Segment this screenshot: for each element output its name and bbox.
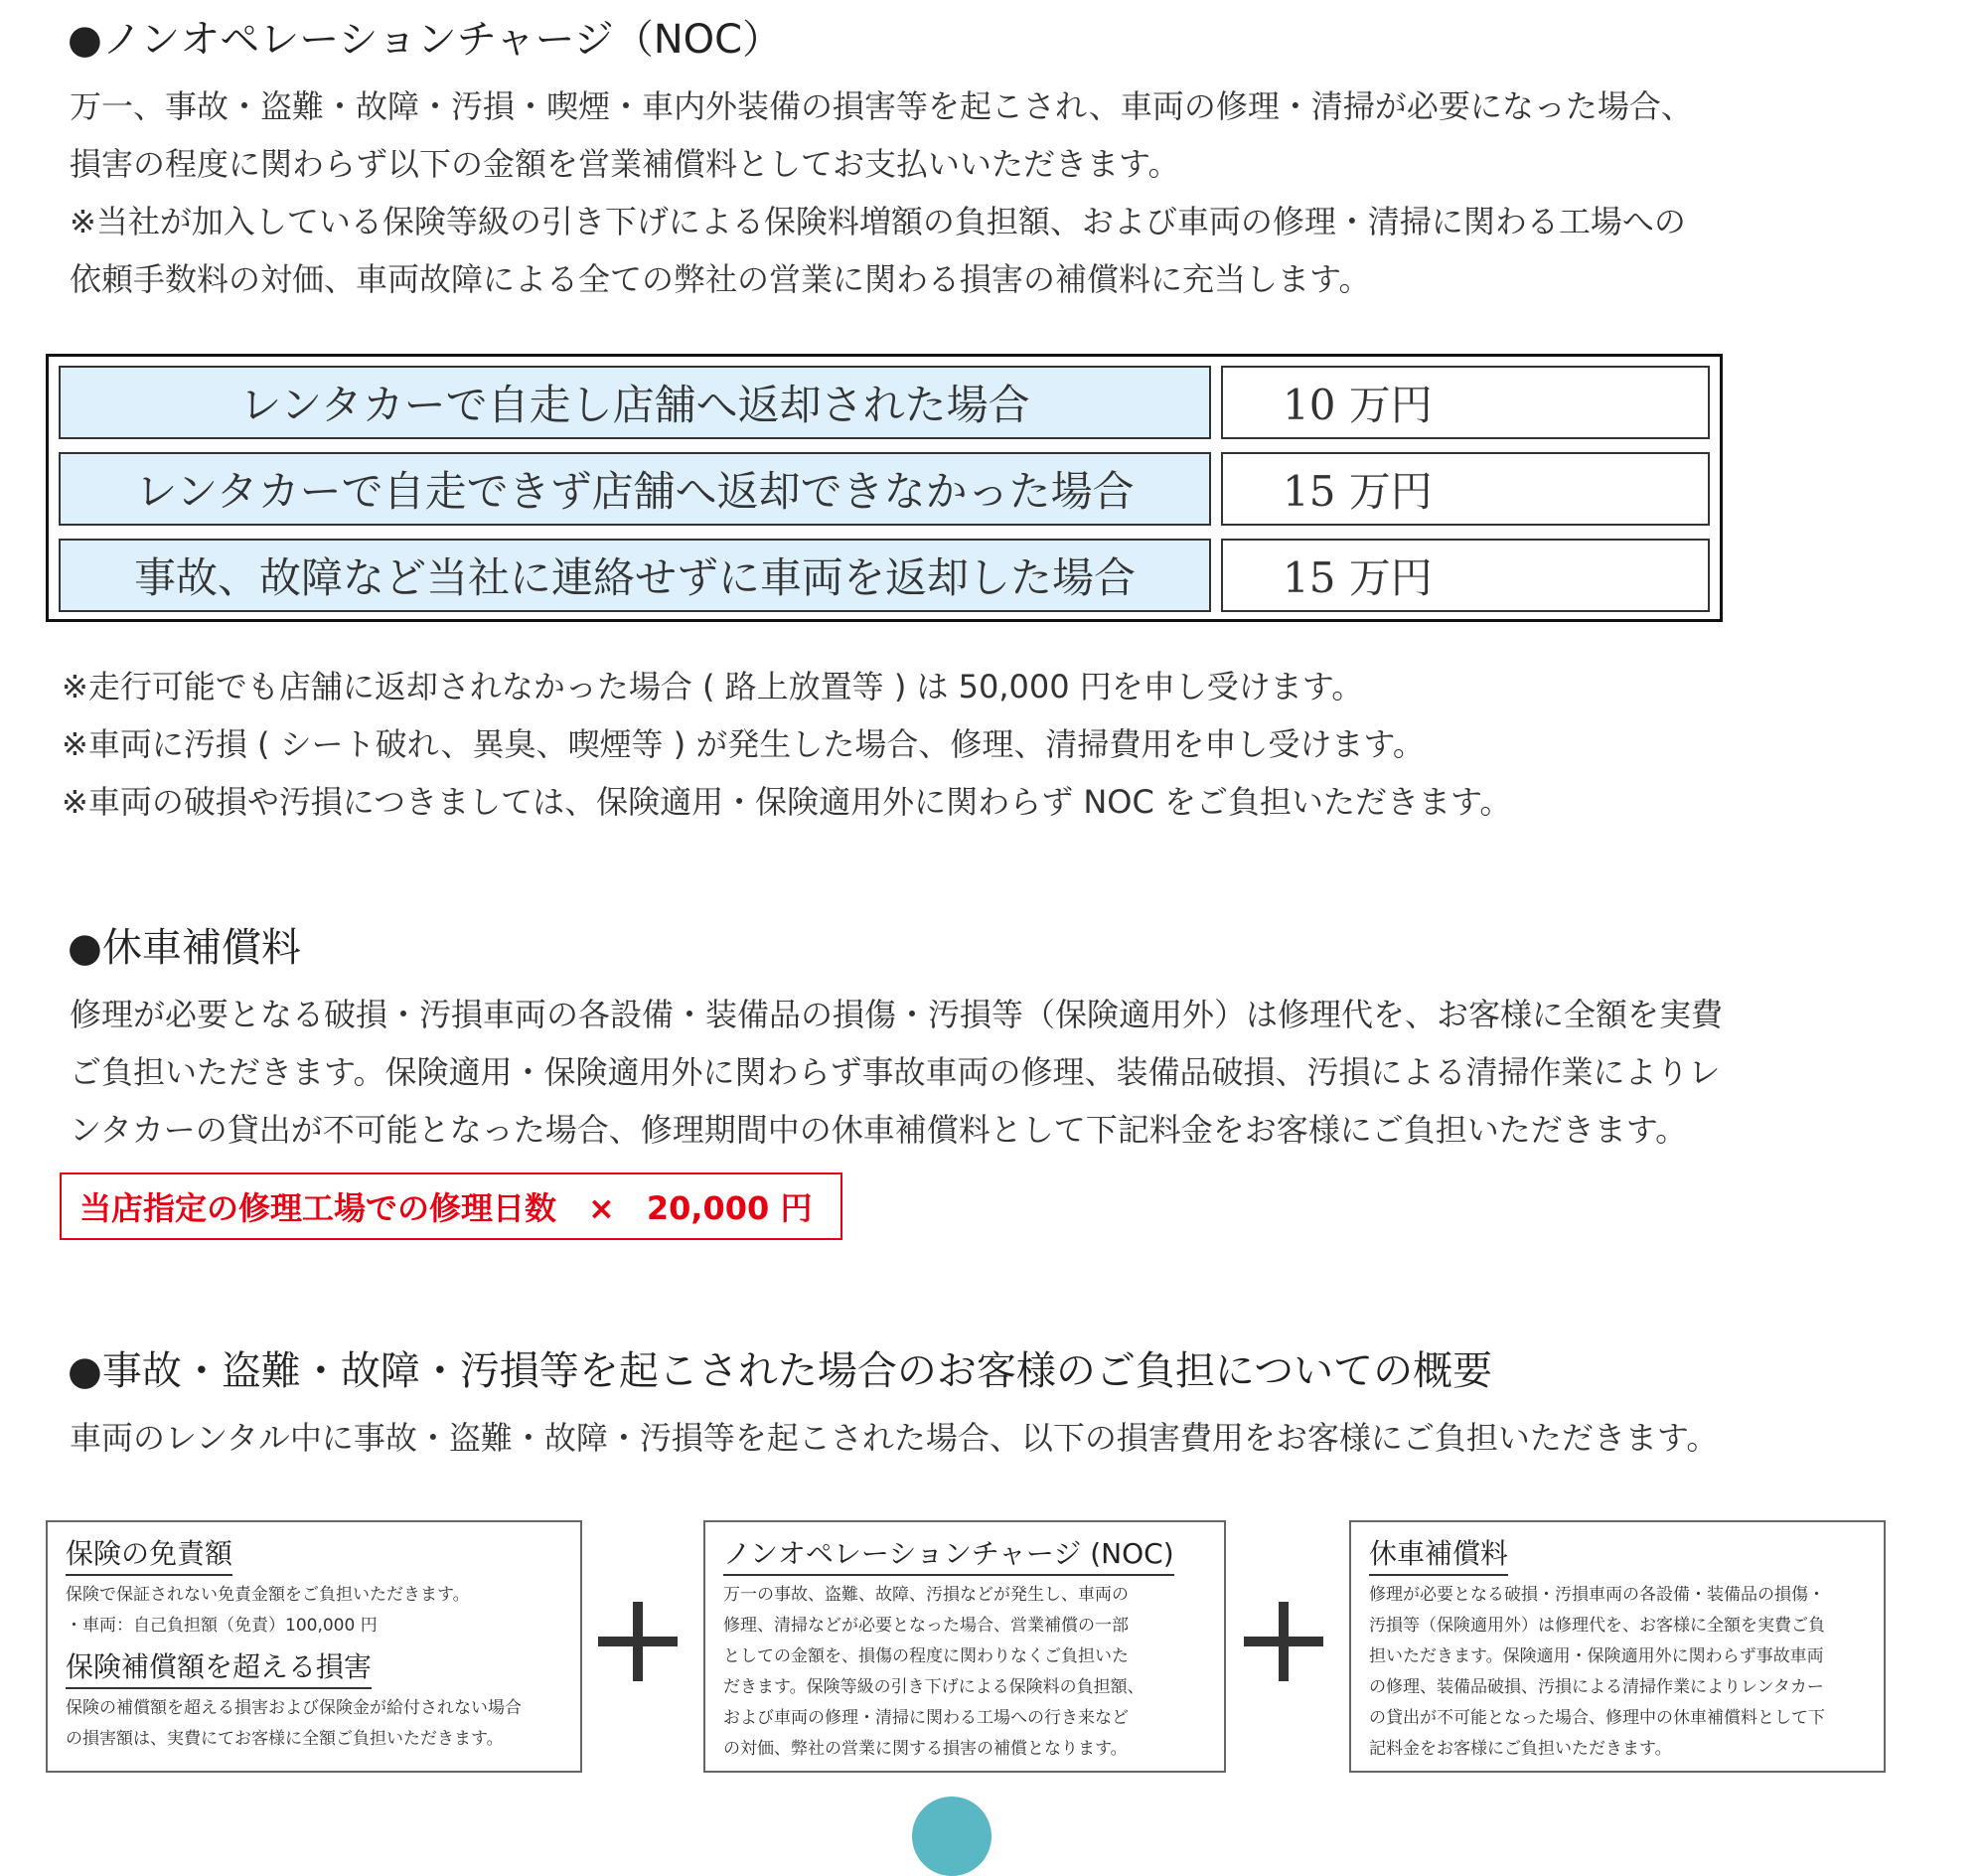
scroll-circle-icon: [912, 1797, 992, 1876]
summary-intro: 車両のレンタル中に事故・盗難・故障・汚損等を起こされた場合、以下の損害費用をお客様にご負担いただきます。: [70, 1419, 1719, 1457]
summary-box-noc: [703, 1520, 1226, 1773]
summary-box-title: ノンオペレーションチャージ (NOC): [723, 1536, 1174, 1576]
noc-table-row: [59, 366, 1710, 439]
summary-box-downtime: [1349, 1520, 1886, 1773]
noc-table-row: [59, 452, 1710, 526]
noc-amount-cell: 15 万円: [1221, 452, 1710, 526]
noc-condition-cell: レンタカーで自走できず店舗へ返却できなかった場合: [59, 452, 1211, 526]
plus-icon: [1244, 1602, 1323, 1681]
summary-box-text: 万一の事故、盗難、故障、汚損などが発生し、車両の 修理、清掃などが必要となった場合、営業補償の一部 としての金額を、損傷の程度に関わりなくご負担いた だきます。保険等級の引き下げによる保険料の負担額、 および車両の修理・清掃に関わる工場への行き来など の対価、弊社の営業に関する損害の補償となります。: [723, 1585, 1144, 1759]
noc-intro-line: 依頼手数料の対価、車両故障による全ての弊社の営業に関わる損害の補償料に充当します。: [70, 260, 1371, 298]
downtime-formula: 当店指定の修理工場での修理日数 × 20,000 円: [60, 1172, 842, 1240]
summary-box-title: 休車補償料: [1369, 1536, 1508, 1576]
noc-note: ※車両の破損や汚損につきましては、保険適用・保険適用外に関わらず NOC をご負担いただきます。: [62, 783, 1512, 821]
noc-table-row: [59, 539, 1710, 612]
downtime-body-line: ンタカーの貸出が不可能となった場合、修理期間中の休車補償料として下記料金をお客様にご負担いただきます。: [70, 1111, 1688, 1149]
noc-heading: ●ノンオペレーションチャージ（NOC）: [68, 17, 783, 63]
noc-fee-table: [46, 354, 1723, 622]
noc-note: ※車両に汚損 ( シート破れ、異臭、喫煙等 ) が発生した場合、修理、清掃費用を申し受けます。: [62, 725, 1425, 763]
summary-box-text: 保険の補償額を超える損害および保険金が給付されない場合 の損害額は、実費にてお客様に全額ご負担いただきます。: [66, 1698, 522, 1749]
summary-box-title: 保険の免責額: [66, 1536, 232, 1576]
summary-box-text: 保険で保証されない免責金額をご負担いただきます。 ・車両：自己負担額（免責）100,000 円: [66, 1585, 470, 1636]
noc-amount-cell: 10 万円: [1221, 366, 1710, 439]
summary-box-deductible: [46, 1520, 582, 1773]
noc-intro-line: 損害の程度に関わらず以下の金額を営業補償料としてお支払いいただきます。: [70, 145, 1180, 183]
noc-note: ※走行可能でも店舗に返却されなかった場合 ( 路上放置等 ) は 50,000 円を申し受けます。: [62, 668, 1364, 705]
downtime-body-line: ご負担いただきます。保険適用・保険適用外に関わらず事故車両の修理、装備品破損、汚損による清掃作業によりレ: [70, 1053, 1721, 1091]
noc-amount-cell: 15 万円: [1221, 539, 1710, 612]
noc-intro-line: 万一、事故・盗難・故障・汚損・喫煙・車内外装備の損害等を起こされ、車両の修理・清掃が必要になった場合、: [70, 87, 1693, 125]
summary-box-text: 修理が必要となる破損・汚損車両の各設備・装備品の損傷・ 汚損等（保険適用外）は修理代を、お客様に全額を実費ご負 担いただきます。保険適用・保険適用外に関わらず事故車両 の修理、装備品破損、汚損による清掃作業によりレンタカー の貸出が不可能となった場合、修理中の休車補償料として下 記料金をお客様にご負担いただきます。: [1369, 1585, 1825, 1759]
plus-icon: [598, 1602, 678, 1681]
noc-condition-cell: レンタカーで自走し店舗へ返却された場合: [59, 366, 1211, 439]
downtime-body-line: 修理が必要となる破損・汚損車両の各設備・装備品の損傷・汚損等（保険適用外）は修理代を、お客様に全額を実費: [70, 996, 1724, 1033]
summary-heading: ●事故・盗難・故障・汚損等を起こされた場合のお客様のご負担についての概要: [68, 1348, 1493, 1394]
summary-box-title: 保険補償額を超える損害: [66, 1649, 372, 1689]
downtime-heading: ●休車補償料: [68, 925, 301, 971]
noc-condition-cell: 事故、故障など当社に連絡せずに車両を返却した場合: [59, 539, 1211, 612]
noc-intro-line: ※当社が加入している保険等級の引き下げによる保険料増額の負担額、および車両の修理・清掃に関わる工場への: [70, 203, 1686, 240]
